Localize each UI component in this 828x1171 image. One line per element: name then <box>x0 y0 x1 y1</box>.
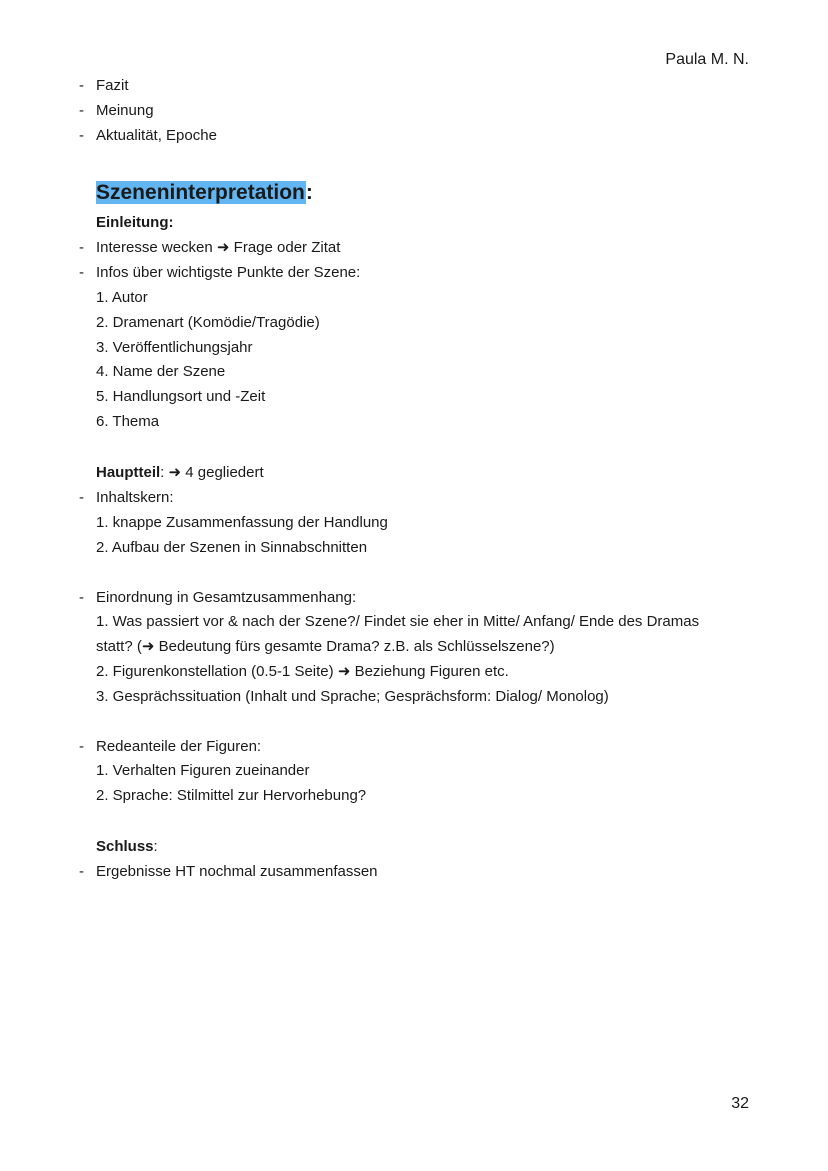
list-item: Einordnung in Gesamtzusammenhang: <box>96 589 357 606</box>
list-dash: - <box>79 589 84 606</box>
list-item: Meinung <box>96 102 154 119</box>
section-title <box>94 176 313 210</box>
arrow-icon: ➜ <box>337 663 351 680</box>
title-highlight: Szeneninterpretation <box>96 181 305 204</box>
page-number: 32 <box>731 1095 749 1112</box>
numbered-item: 4. Name der Szene <box>96 363 226 380</box>
arrow-icon: ➜ <box>168 464 182 481</box>
list-dash: - <box>79 264 84 281</box>
list-item: Inhaltskern: <box>96 489 174 506</box>
list-dash: - <box>79 127 84 144</box>
numbered-item: 3. Veröffentlichungsjahr <box>96 339 253 356</box>
schluss-heading: Schluss: <box>96 838 158 855</box>
numbered-item: 2. Dramenart (Komödie/Tragödie) <box>96 314 320 331</box>
list-dash: - <box>79 738 84 755</box>
arrow-icon: ➜ <box>216 239 230 256</box>
list-item: Infos über wichtigste Punkte der Szene: <box>96 264 361 281</box>
numbered-item: 1. Was passiert vor & nach der Szene?/ Findet sie eher in Mitte/ Anfang/ Ende des Dramas <box>96 613 700 630</box>
einleitung-heading: Einleitung: <box>96 214 174 231</box>
list-item: Ergebnisse HT nochmal zusammenfassen <box>96 863 378 880</box>
title-suffix: : <box>305 181 313 204</box>
list-dash: - <box>79 239 84 256</box>
arrow-icon: ➜ <box>141 638 155 655</box>
hauptteil-heading: Hauptteil: ➜ 4 gegliedert <box>96 464 264 481</box>
numbered-item: 2. Figurenkonstellation (0.5-1 Seite) ➜ Beziehung Figuren etc. <box>96 663 509 680</box>
list-dash: - <box>79 489 84 506</box>
author-name: Paula M. N. <box>665 51 749 68</box>
numbered-item-continuation: statt? (➜ Bedeutung fürs gesamte Drama? z.B. als Schlüsselszene?) <box>96 638 555 655</box>
list-dash: - <box>79 863 84 880</box>
list-item: Interesse wecken ➜ Frage oder Zitat <box>96 239 341 256</box>
numbered-item: 2. Aufbau der Szenen in Sinnabschnitten <box>96 539 368 556</box>
list-item: Fazit <box>96 77 129 94</box>
numbered-item: 5. Handlungsort und -Zeit <box>96 388 266 405</box>
numbered-item: 3. Gesprächssituation (Inhalt und Sprache; Gesprächsform: Dialog/ Monolog) <box>96 688 609 705</box>
numbered-item: 1. Verhalten Figuren zueinander <box>96 762 310 779</box>
numbered-item: 6. Thema <box>96 413 160 430</box>
numbered-item: 1. Autor <box>96 289 148 306</box>
list-item: Aktualität, Epoche <box>96 127 217 144</box>
list-dash: - <box>79 77 84 94</box>
list-item: Redeanteile der Figuren: <box>96 738 262 755</box>
list-dash: - <box>79 102 84 119</box>
numbered-item: 2. Sprache: Stilmittel zur Hervorhebung? <box>96 787 367 804</box>
numbered-item: 1. knappe Zusammenfassung der Handlung <box>96 514 388 531</box>
